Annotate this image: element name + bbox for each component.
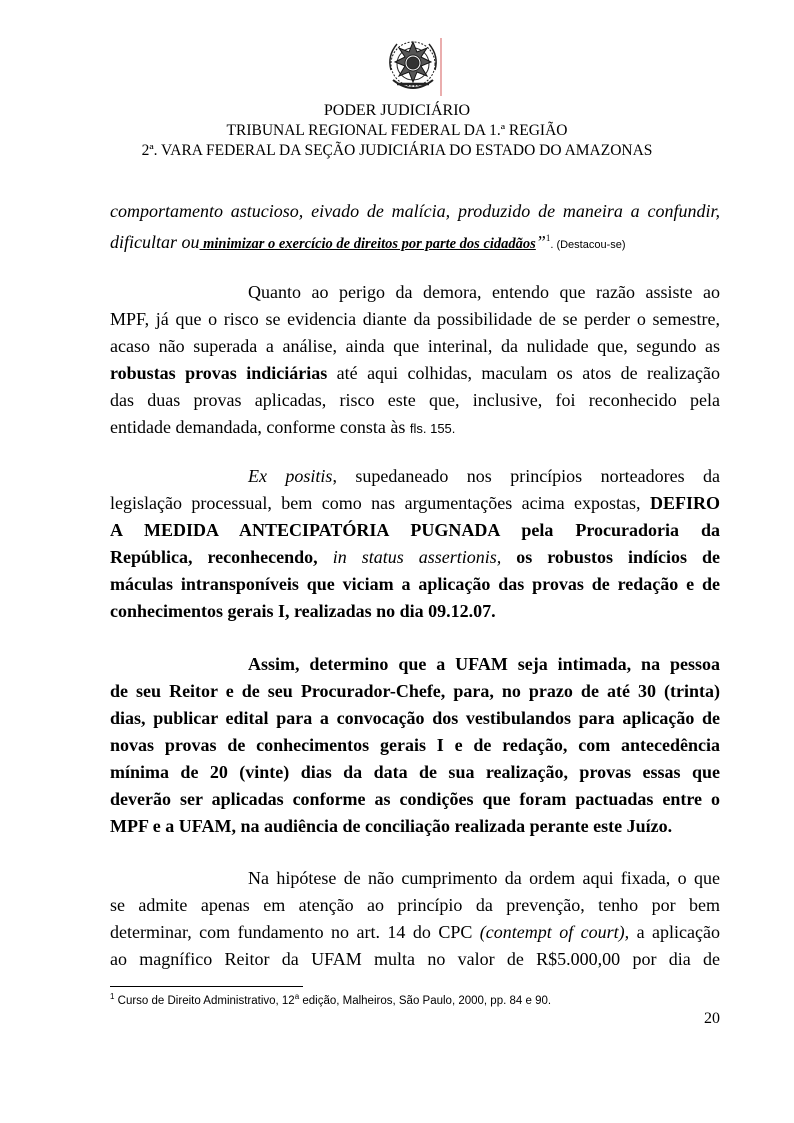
emphasis-note: . (Destacou-se) [550, 239, 626, 251]
plain-text: determinar, com fundamento no art. 14 do CPC [110, 922, 480, 942]
paragraph-line: máculas intransponíveis que viciam a aplicação das provas de redação e de [110, 574, 720, 594]
bold-text: os robustos indícios de [501, 547, 720, 567]
paragraph-line [110, 360, 720, 387]
footnote-number: 1 [110, 992, 115, 1001]
paragraph-line: Assim, determino que a UFAM seja intimada, na pessoa [248, 654, 720, 674]
italic-text: in status assertionis, [332, 547, 502, 567]
paragraph-line: de seu Reitor e de seu Procurador-Chefe, para, no prazo de até 30 (trinta) [110, 681, 720, 701]
paragraph-line: Na hipótese de não cumprimento da ordem aqui fixada, o que [248, 868, 720, 888]
paragraph-line: A MEDIDA ANTECIPATÓRIA PUGNADA pela Procuradoria da [110, 520, 720, 540]
plain-text: até aqui colhidas, maculam os atos de realização [327, 363, 720, 383]
page-reference: fls. 155. [409, 421, 456, 436]
paragraph-line: Quanto ao perigo da demora, entendo que razão assiste ao [248, 282, 720, 302]
footnote-ref: 1 [545, 233, 551, 243]
paragraph-line: ao magnífico Reitor da UFAM multa no valor de R$5.000,00 por dia de [110, 949, 720, 969]
footnote [110, 990, 551, 1008]
footnote-text: edição, Malheiros, São Paulo, 2000, pp. 84 e 90. [299, 994, 552, 1007]
quote-emphasis: minimizar o exercício de direitos por parte dos cidadãos [199, 236, 536, 252]
plain-text: a aplicação [629, 922, 721, 942]
paragraph-line [110, 919, 720, 946]
paragraph-line [110, 463, 720, 490]
paragraph-line: conhecimentos gerais I, realizadas no dia 09.12.07. [110, 601, 496, 621]
bold-text: DEFIRO [649, 493, 720, 513]
italic-text: Ex positis [248, 466, 333, 486]
paragraph-line: deverão ser aplicadas conforme as condições que foram pactuadas entre o [110, 789, 720, 809]
paragraph-determino [110, 651, 720, 840]
plain-text: legislação processual, bem como nas argumentações acima expostas, [110, 493, 650, 513]
coat-of-arms-emblem [383, 36, 443, 98]
header-vara: 2ª. VARA FEDERAL DA SEÇÃO JUDICIÁRIA DO ESTADO DO AMAZONAS [141, 142, 653, 159]
paragraph-line: das duas provas aplicadas, risco este que, inclusive, foi reconhecido pela [110, 390, 720, 410]
paragraph-line: novas provas de conhecimentos gerais I e de redação, com antecedência [110, 735, 720, 755]
quote-paragraph [110, 198, 720, 252]
quote-close: ” [535, 232, 546, 252]
bold-text: República, reconhecendo, [110, 547, 333, 567]
page-number: 20 [704, 1010, 720, 1027]
paragraph-line: MPF, já que o risco se evidencia diante da possibilidade de se perder o semestre, [110, 309, 720, 329]
plain-text: , supedaneado nos princípios norteadores da [332, 466, 720, 486]
italic-text: (contempt of court), [479, 922, 630, 942]
paragraph-line [110, 414, 720, 441]
paragraph-line: se admite apenas em atenção ao princípio da prevenção, tenho por bem [110, 895, 720, 915]
footnote-superscript: a [294, 992, 300, 1001]
paragraph-line: dias, publicar edital para a convocação dos vestibulandos para aplicação de [110, 708, 720, 728]
bold-text: robustas provas indiciárias [110, 363, 328, 383]
paragraph-periculum [110, 279, 720, 441]
paragraph-line [110, 490, 720, 517]
header-tribunal: TRIBUNAL REGIONAL FEDERAL DA 1.ª REGIÃO [226, 122, 568, 139]
paragraph-line: MPF e a UFAM, na audiência de conciliação realizada perante este Juízo. [110, 816, 673, 836]
paragraph-line [110, 544, 720, 571]
footnote-divider [110, 986, 303, 987]
footnote-text: Curso de Direito Administrativo, 12 [114, 994, 295, 1007]
paragraph-multa [110, 865, 720, 973]
quote-text: dificultar ou [110, 232, 200, 252]
quote-line [110, 225, 720, 252]
paragraph-line: acaso não superada a análise, ainda que interinal, da nulidade que, segundo as [110, 336, 720, 356]
quote-line: comportamento astucioso, eivado de malícia, produzido de maneira a confundir, [110, 201, 720, 221]
paragraph-line: mínima de 20 (vinte) dias da data de sua realização, provas essas que [110, 762, 720, 782]
plain-text: entidade demandada, conforme consta às [110, 417, 410, 437]
paragraph-ex-positis [110, 463, 720, 625]
header-poder-judiciario: PODER JUDICIÁRIO [323, 102, 471, 119]
